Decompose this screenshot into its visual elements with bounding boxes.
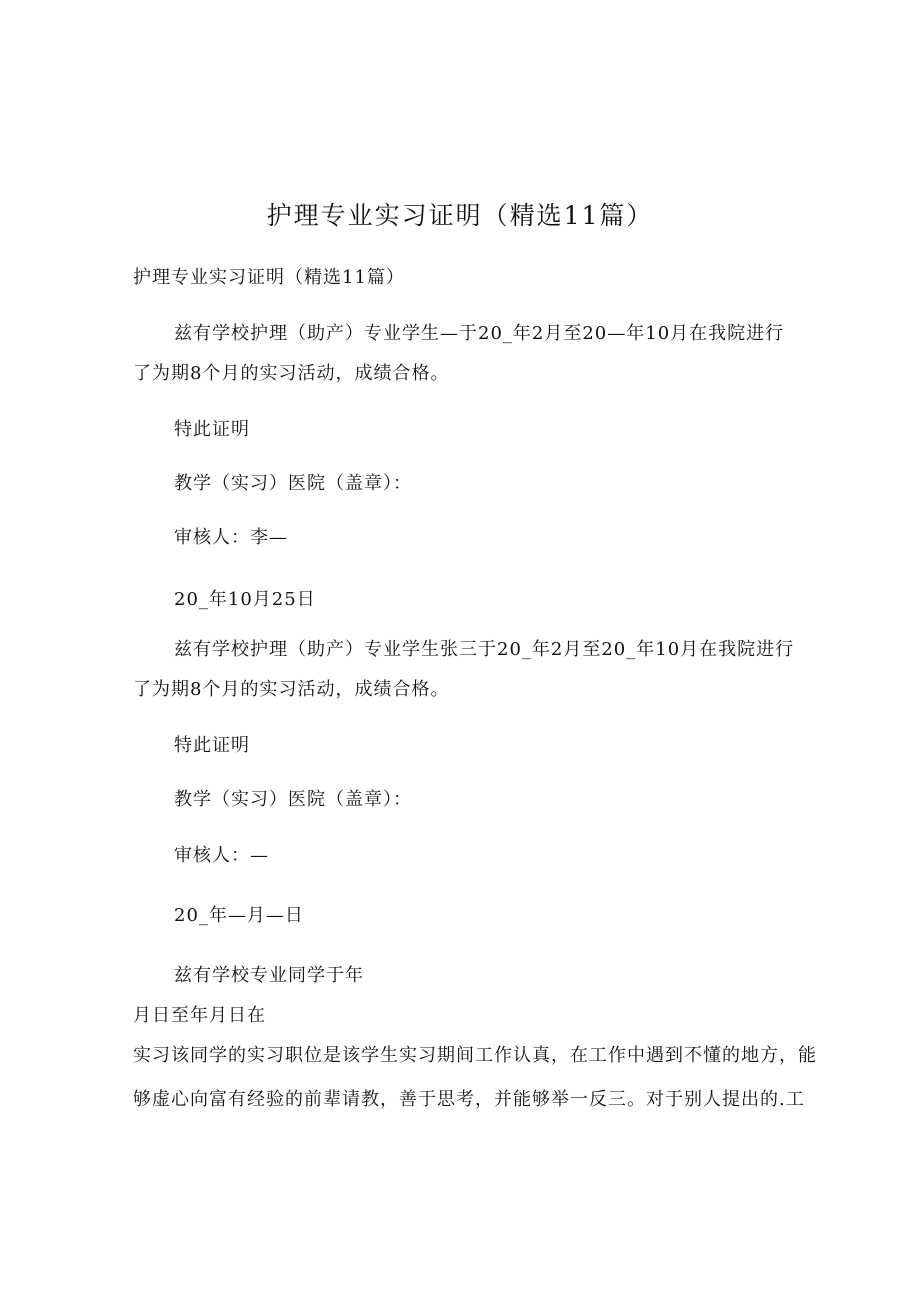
document-title: 护理专业实习证明（精选11篇） [266,201,654,230]
cert1-statement: 特此证明 [174,419,250,440]
cert2-paragraph-line-2: 了为期8个月的实习活动，成绩合格。 [133,679,450,700]
cert3-paragraph-line-2: 够虚心向富有经验的前辈请教，善于思考，并能够举一反三。对于别人提出的.工 [133,1089,805,1110]
document-subtitle: 护理专业实习证明（精选11篇） [133,267,405,288]
cert2-paragraph-line-1: 兹有学校护理（助产）专业学生张三于20_年2月至20_年10月在我院进行 [174,639,795,660]
cert1-date: 20_年10月25日 [174,589,316,610]
cert2-reviewer: 审核人：— [174,845,269,866]
cert2-date: 20_年—月—日 [174,905,304,926]
cert3-line-2: 月日至年月日在 [133,1005,266,1026]
cert1-paragraph-line-2: 了为期8个月的实习活动，成绩合格。 [133,363,450,384]
cert2-hospital-seal: 教学（实习）医院（盖章）： [174,789,412,810]
cert1-paragraph-line-1: 兹有学校护理（助产）专业学生—于20_年2月至20—年10月在我院进行 [174,323,785,344]
cert1-reviewer: 审核人：李— [174,527,288,548]
cert3-paragraph-line-1: 实习该同学的实习职位是该学生实习期间工作认真，在工作中遇到不懂的地方，能 [133,1045,817,1066]
cert2-statement: 特此证明 [174,735,250,756]
cert1-hospital-seal: 教学（实习）医院（盖章）： [174,473,412,494]
cert3-line-1: 兹有学校专业同学于年 [174,965,364,986]
